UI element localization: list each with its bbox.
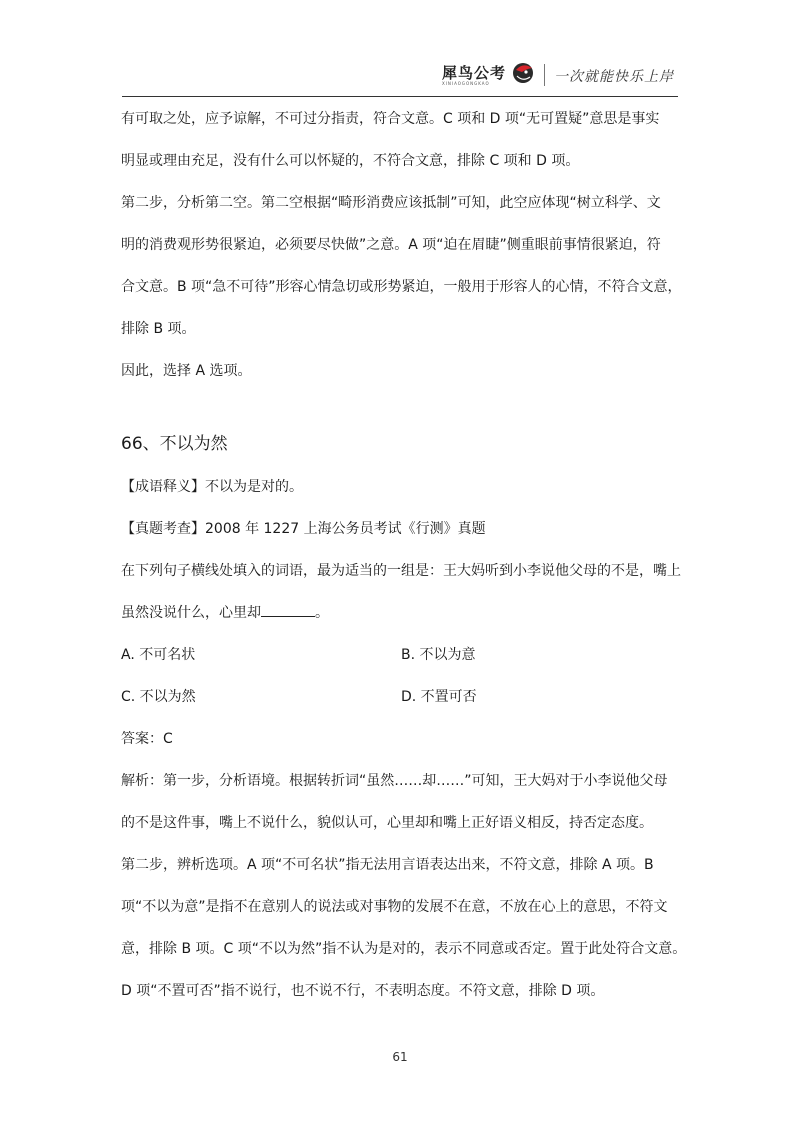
analysis-line: 解析：第一步，分析语境。根据转折词“虽然……却……”可知，王大妈对于小李说他父母 — [121, 773, 668, 789]
prev-text-line: 有可取之处，应予谅解，不可过分指责，符合文意。C 项和 D 项“无可置疑”意思是事实 — [121, 111, 660, 127]
analysis-line: 项“不以为意”是指不在意别人的说法或对事物的发展不在意，不放在心上的意思，不符文 — [121, 899, 668, 915]
hornbill-bird-icon — [510, 60, 536, 84]
prev-conclusion: 因此，选择 A 选项。 — [121, 363, 252, 379]
question-text: 虽然没说什么，心里却 — [121, 605, 261, 621]
question-text-end: 。 — [315, 605, 329, 621]
prev-text-line: 第二步，分析第二空。第二空根据“畸形消费应该抵制”可知，此空应体现“树立科学、文 — [121, 195, 661, 211]
question-stem-line2 — [121, 602, 681, 624]
brand-name: 犀鸟公考 — [442, 63, 507, 82]
analysis-line: 的不是这件事，嘴上不说什么，貌似认可，心里却和嘴上正好语义相反，持否定态度。 — [121, 815, 653, 831]
prev-text-line: 合文意。B 项“急不可待”形容心情急切或形势紧迫，一般用于形容人的心情，不符合文意， — [121, 279, 682, 295]
option-c: C. 不以为然 — [121, 689, 196, 705]
idiom-definition: 【成语释义】不以为是对的。 — [121, 479, 303, 495]
header-rule — [122, 96, 678, 97]
prev-text-line: 排除 B 项。 — [121, 321, 196, 337]
entry-title: 66、不以为然 — [121, 434, 228, 454]
brand-subtitle: XINIAOGONGKAO — [442, 81, 490, 86]
analysis-line: D 项“不置可否”指不说行，也不说不行，不表明态度。不符文意，排除 D 项。 — [121, 983, 605, 999]
header-slogan: 一次就能快乐上岸 — [554, 69, 674, 85]
option-b: B. 不以为意 — [401, 647, 476, 663]
analysis-line: 第二步，辨析选项。A 项“不可名状”指无法用言语表达出来，不符文意，排除 A 项。B — [121, 857, 654, 873]
exam-source: 【真题考查】2008 年 1227 上海公务员考试《行测》真题 — [121, 521, 486, 537]
page-header — [122, 52, 678, 98]
prev-text-line: 明的消费观形势很紧迫，必须要尽快做”之意。A 项“迫在眉睫”侧重眼前事情很紧迫，符 — [121, 237, 661, 253]
analysis-line: 意，排除 B 项。C 项“不以为然”指不认为是对的，表示不同意或否定。置于此处符合文意。 — [121, 941, 687, 957]
option-a: A. 不可名状 — [121, 647, 196, 663]
answer-blank — [261, 602, 315, 617]
question-stem: 在下列句子横线处填入的词语，最为适当的一组是：王大妈听到小李说他父母的不是，嘴上 — [121, 563, 681, 579]
page-content — [121, 108, 687, 1002]
answer: 答案：C — [121, 731, 173, 747]
header-divider — [544, 64, 545, 86]
prev-text-line: 明显或理由充足，没有什么可以怀疑的，不符合文意，排除 C 项和 D 项。 — [121, 153, 580, 169]
options-row — [121, 686, 681, 708]
options-row — [121, 644, 681, 666]
brand-logo — [442, 60, 536, 84]
page-number: 61 — [392, 1050, 408, 1064]
option-d: D. 不置可否 — [401, 689, 477, 705]
